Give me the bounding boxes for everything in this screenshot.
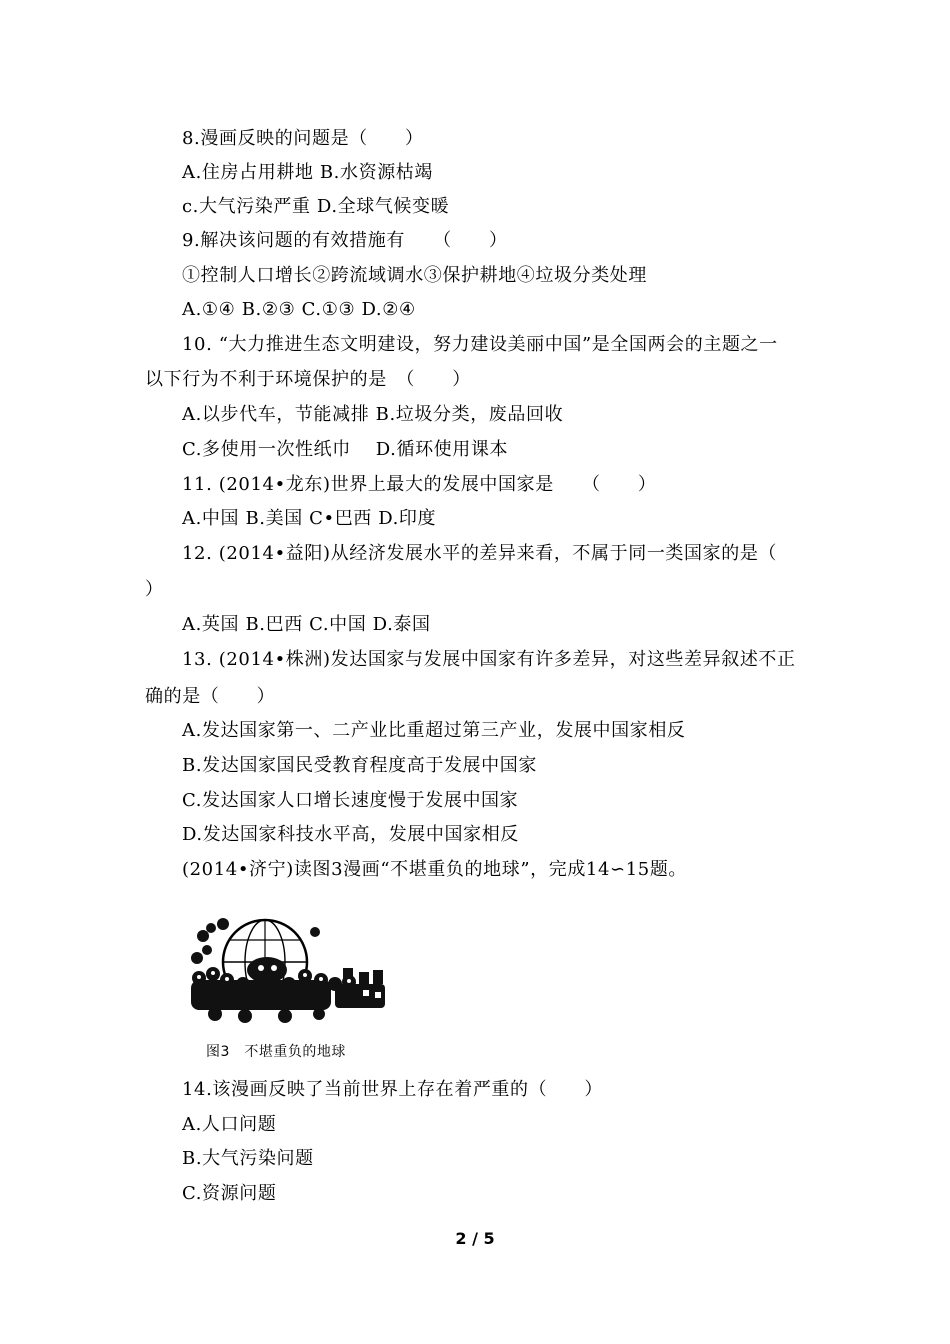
cartoon-overburdened-earth [185,910,395,1030]
line-q12-cont: ） [145,579,164,600]
line-q14-a: A.人口问题 [182,1114,277,1135]
line-q14-b: B.大气污染问题 [182,1148,314,1169]
line-q13: 13. (2014•株洲)发达国家与发展中国家有许多差异，对这些差异叙述不正 [182,649,796,670]
line-q10-cont: 以下行为不利于环境保护的是 （ ） [145,369,471,390]
line-q9-items: ①控制人口增长②跨流域调水③保护耕地④垃圾分类处理 [182,265,647,286]
line-q11-options: A.中国 B.美国 C•巴西 D.印度 [182,508,437,529]
line-q12: 12. (2014•益阳)从经济发展水平的差异来看，不属于同一类国家的是（ [182,543,778,564]
line-q9-options: A.①④ B.②③ C.①③ D.②④ [182,299,416,320]
line-q8: 8.漫画反映的问题是（ ） [182,128,424,149]
line-q14: 14.该漫画反映了当前世界上存在着严重的（ ） [182,1079,604,1100]
line-q12-options: A.英国 B.巴西 C.中国 D.泰国 [182,614,431,635]
line-q13-d: D.发达国家科技水平高，发展中国家相反 [182,824,519,845]
line-q13-a: A.发达国家第一、二产业比重超过第三产业，发展中国家相反 [182,720,686,741]
page-number: 2 / 5 [455,1229,495,1248]
line-q13-b: B.发达国家国民受教育程度高于发展中国家 [182,755,537,776]
line-intro-14-15: (2014•济宁)读图3漫画“不堪重负的地球”，完成14∽15题。 [182,859,688,880]
line-q11: 11. (2014•龙东)世界上最大的发展中国家是 （ ） [182,474,657,495]
line-q8-ab: A.住房占用耕地 B.水资源枯竭 [182,162,433,183]
figure-caption: 图3 不堪重负的地球 [206,1044,346,1060]
line-q9: 9.解决该问题的有效措施有 （ ） [182,230,508,251]
line-q13-cont: 确的是（ ） [145,686,276,707]
line-q10-cd: C.多使用一次性纸巾 D.循环使用课本 [182,439,509,460]
line-q8-cd: c.大气污染严重 D.全球气候变暖 [182,196,450,217]
line-q10: 10. “大力推进生态文明建设，努力建设美丽中国”是全国两会的主题之一 [182,334,778,355]
line-q14-c: C.资源问题 [182,1183,277,1204]
line-q13-c: C.发达国家人口增长速度慢于发展中国家 [182,790,519,811]
line-q10-ab: A.以步代车，节能减排 B.垃圾分类，废品回收 [182,404,564,425]
